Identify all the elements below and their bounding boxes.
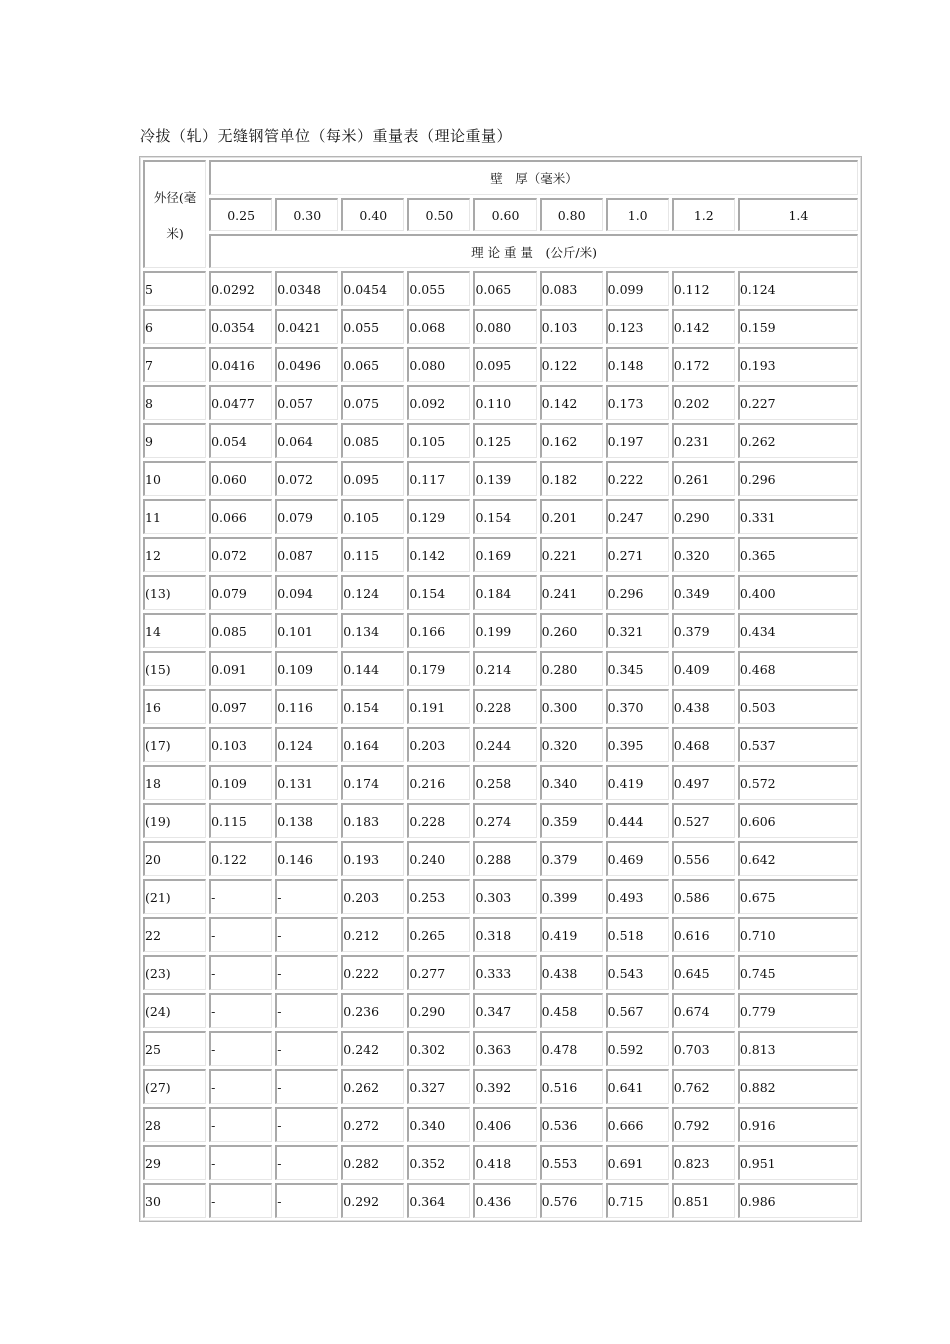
weight-cell: 0.203 [407, 727, 470, 762]
weight-cell: 0.253 [407, 879, 470, 914]
weight-cell: 0.951 [738, 1145, 858, 1180]
weight-cell: 0.139 [473, 461, 536, 496]
weight-cell: 0.572 [738, 765, 858, 800]
weight-cell: 0.172 [672, 347, 735, 382]
outer-diameter-cell: (23) [143, 955, 206, 990]
outer-diameter-header [143, 160, 206, 268]
weight-cell: - [275, 1145, 338, 1180]
weight-cell: 0.327 [407, 1069, 470, 1104]
thickness-cell: 1.0 [606, 198, 669, 231]
weight-cell: 0.916 [738, 1107, 858, 1142]
weight-cell: 0.122 [209, 841, 272, 876]
outer-diameter-cell: 30 [143, 1183, 206, 1218]
weight-cell: 0.642 [738, 841, 858, 876]
weight-cell: 0.138 [275, 803, 338, 838]
weight-cell: 0.166 [407, 613, 470, 648]
table-row [143, 613, 858, 648]
weight-cell: 0.458 [540, 993, 603, 1028]
weight-cell: 0.0477 [209, 385, 272, 420]
weight-cell: 0.379 [672, 613, 735, 648]
weight-cell: 0.0496 [275, 347, 338, 382]
weight-cell: 0.347 [473, 993, 536, 1028]
weight-cell: 0.193 [738, 347, 858, 382]
weight-cell: 0.823 [672, 1145, 735, 1180]
table-row [143, 689, 858, 724]
table-row [143, 499, 858, 534]
weight-cell: 0.419 [606, 765, 669, 800]
weight-cell: 0.882 [738, 1069, 858, 1104]
weight-cell: - [275, 1031, 338, 1066]
weight-cell: 0.123 [606, 309, 669, 344]
weight-cell: 0.292 [341, 1183, 404, 1218]
weight-cell: 0.363 [473, 1031, 536, 1066]
table-row [143, 841, 858, 876]
weight-cell: 0.222 [606, 461, 669, 496]
weight-cell: 0.715 [606, 1183, 669, 1218]
weight-cell: 0.244 [473, 727, 536, 762]
weight-cell: 0.065 [341, 347, 404, 382]
weight-cell: 0.105 [341, 499, 404, 534]
weight-cell: 0.444 [606, 803, 669, 838]
weight-cell: 0.142 [540, 385, 603, 420]
thickness-values-row [143, 198, 858, 231]
weight-cell: 0.101 [275, 613, 338, 648]
weight-cell: 0.212 [341, 917, 404, 952]
weight-cell: 0.095 [341, 461, 404, 496]
weight-cell: 0.536 [540, 1107, 603, 1142]
weight-cell: 0.745 [738, 955, 858, 990]
weight-cell: 0.379 [540, 841, 603, 876]
table-row [143, 537, 858, 572]
weight-cell: 0.274 [473, 803, 536, 838]
outer-diameter-cell: 18 [143, 765, 206, 800]
weight-cell: 0.333 [473, 955, 536, 990]
weight-cell: - [209, 1031, 272, 1066]
table-row [143, 765, 858, 800]
weight-cell: 0.131 [275, 765, 338, 800]
weight-cell: 0.399 [540, 879, 603, 914]
outer-diameter-cell: (13) [143, 575, 206, 610]
weight-cell: 0.080 [407, 347, 470, 382]
weight-cell: 0.116 [275, 689, 338, 724]
table-row [143, 461, 858, 496]
weight-cell: 0.419 [540, 917, 603, 952]
weight-cell: 0.616 [672, 917, 735, 952]
weight-cell: 0.064 [275, 423, 338, 458]
weight-cell: 0.103 [209, 727, 272, 762]
table-row [143, 309, 858, 344]
weight-cell: 0.109 [209, 765, 272, 800]
weight-cell: 0.320 [540, 727, 603, 762]
weight-cell: 0.109 [275, 651, 338, 686]
table-row [143, 1069, 858, 1104]
weight-cell: - [209, 1107, 272, 1142]
weight-cell: 0.260 [540, 613, 603, 648]
weight-cell: 0.228 [407, 803, 470, 838]
weight-cell: 0.083 [540, 271, 603, 306]
weight-cell: 0.497 [672, 765, 735, 800]
weight-cell: 0.164 [341, 727, 404, 762]
table-row [143, 347, 858, 382]
outer-diameter-cell: 7 [143, 347, 206, 382]
outer-diameter-cell: 12 [143, 537, 206, 572]
weight-cell: 0.124 [738, 271, 858, 306]
weight-cell: 0.296 [606, 575, 669, 610]
weight-cell: 0.469 [606, 841, 669, 876]
weight-cell: 0.359 [540, 803, 603, 838]
outer-diameter-cell: 9 [143, 423, 206, 458]
weight-cell: 0.503 [738, 689, 858, 724]
weight-cell: 0.055 [341, 309, 404, 344]
weight-cell: 0.418 [473, 1145, 536, 1180]
outer-diameter-cell: 10 [143, 461, 206, 496]
table-row [143, 955, 858, 990]
weight-cell: 0.813 [738, 1031, 858, 1066]
weight-cell: 0.154 [341, 689, 404, 724]
weight-cell: - [275, 993, 338, 1028]
weight-cell: 0.092 [407, 385, 470, 420]
weight-cell: 0.543 [606, 955, 669, 990]
weight-cell: 0.986 [738, 1183, 858, 1218]
weight-cell: 0.262 [341, 1069, 404, 1104]
thickness-cell: 1.2 [672, 198, 735, 231]
weight-cell: - [275, 1069, 338, 1104]
weight-cell: 0.277 [407, 955, 470, 990]
weight-cell: 0.115 [341, 537, 404, 572]
outer-diameter-cell: 25 [143, 1031, 206, 1066]
weight-cell: - [209, 1145, 272, 1180]
weight-cell: 0.710 [738, 917, 858, 952]
weight-cell: 0.400 [738, 575, 858, 610]
weight-cell: 0.216 [407, 765, 470, 800]
outer-diameter-cell: 5 [143, 271, 206, 306]
wall-thickness-header: 壁 厚（毫米） [209, 160, 858, 195]
outer-diameter-cell: 6 [143, 309, 206, 344]
table-row [143, 727, 858, 762]
weight-cell: 0.115 [209, 803, 272, 838]
outer-diameter-cell: (27) [143, 1069, 206, 1104]
weight-cell: 0.072 [209, 537, 272, 572]
od-header-line2: 米) [166, 225, 184, 241]
weight-cell: 0.258 [473, 765, 536, 800]
od-header-line1: 外径(毫 [153, 189, 197, 205]
weight-cell: 0.553 [540, 1145, 603, 1180]
weight-cell: - [209, 917, 272, 952]
weight-cell: 0.288 [473, 841, 536, 876]
thickness-cell: 0.25 [209, 198, 272, 231]
weight-cell: 0.436 [473, 1183, 536, 1218]
weight-cell: 0.290 [407, 993, 470, 1028]
weight-cell: 0.075 [341, 385, 404, 420]
weight-cell: 0.202 [672, 385, 735, 420]
weight-cell: - [275, 955, 338, 990]
weight-cell: - [209, 879, 272, 914]
weight-cell: 0.173 [606, 385, 669, 420]
weight-cell: 0.144 [341, 651, 404, 686]
outer-diameter-cell: 14 [143, 613, 206, 648]
weight-cell: 0.117 [407, 461, 470, 496]
table-row [143, 271, 858, 306]
weight-cell: 0.085 [341, 423, 404, 458]
weight-cell: 0.240 [407, 841, 470, 876]
weight-cell: 0.122 [540, 347, 603, 382]
weight-cell: 0.236 [341, 993, 404, 1028]
weight-cell: 0.779 [738, 993, 858, 1028]
weight-cell: 0.493 [606, 879, 669, 914]
weight-cell: 0.370 [606, 689, 669, 724]
weight-cell: 0.142 [407, 537, 470, 572]
weight-cell: 0.159 [738, 309, 858, 344]
weight-cell: 0.125 [473, 423, 536, 458]
outer-diameter-cell: (19) [143, 803, 206, 838]
weight-cell: 0.241 [540, 575, 603, 610]
weight-cell: 0.321 [606, 613, 669, 648]
weight-cell: 0.214 [473, 651, 536, 686]
weight-cell: 0.148 [606, 347, 669, 382]
table-row [143, 1031, 858, 1066]
weight-cell: 0.592 [606, 1031, 669, 1066]
weight-cell: - [209, 993, 272, 1028]
weight-cell: 0.318 [473, 917, 536, 952]
table-row [143, 385, 858, 420]
weight-cell: 0.556 [672, 841, 735, 876]
weight-cell: 0.345 [606, 651, 669, 686]
weight-cell: 0.184 [473, 575, 536, 610]
table-row [143, 917, 858, 952]
weight-cell: 0.272 [341, 1107, 404, 1142]
weight-cell: 0.0348 [275, 271, 338, 306]
weight-cell: 0.087 [275, 537, 338, 572]
weight-cell: 0.340 [540, 765, 603, 800]
thickness-cell: 0.60 [473, 198, 536, 231]
weight-cell: 0.199 [473, 613, 536, 648]
weight-cell: 0.112 [672, 271, 735, 306]
weight-cell: 0.094 [275, 575, 338, 610]
weight-cell: 0.221 [540, 537, 603, 572]
weight-cell: 0.0454 [341, 271, 404, 306]
outer-diameter-cell: 29 [143, 1145, 206, 1180]
weight-cell: 0.265 [407, 917, 470, 952]
weight-cell: 0.129 [407, 499, 470, 534]
weight-cell: 0.054 [209, 423, 272, 458]
table-row [143, 1107, 858, 1142]
weight-cell: 0.091 [209, 651, 272, 686]
weight-cell: 0.203 [341, 879, 404, 914]
weight-cell: 0.0354 [209, 309, 272, 344]
weight-cell: 0.468 [672, 727, 735, 762]
weight-cell: 0.331 [738, 499, 858, 534]
weight-cell: 0.851 [672, 1183, 735, 1218]
weight-cell: 0.567 [606, 993, 669, 1028]
theoretical-weight-header: 理 论 重 量 (公斤/米) [209, 234, 858, 268]
weight-cell: 0.197 [606, 423, 669, 458]
weight-cell: 0.146 [275, 841, 338, 876]
weight-cell: 0.527 [672, 803, 735, 838]
weight-cell: 0.110 [473, 385, 536, 420]
weight-cell: 0.300 [540, 689, 603, 724]
weight-cell: 0.068 [407, 309, 470, 344]
weight-cell: 0.674 [672, 993, 735, 1028]
weight-cell: 0.290 [672, 499, 735, 534]
weight-cell: 0.134 [341, 613, 404, 648]
weight-cell: 0.271 [606, 537, 669, 572]
weight-cell: 0.105 [407, 423, 470, 458]
weight-cell: 0.099 [606, 271, 669, 306]
weight-cell: 0.124 [275, 727, 338, 762]
table-row [143, 423, 858, 458]
weight-cell: 0.340 [407, 1107, 470, 1142]
weight-cell: 0.792 [672, 1107, 735, 1142]
weight-cell: 0.154 [407, 575, 470, 610]
weight-cell: - [209, 1183, 272, 1218]
weight-cell: 0.191 [407, 689, 470, 724]
weight-cell: 0.438 [672, 689, 735, 724]
weight-cell: 0.365 [738, 537, 858, 572]
weight-cell: 0.193 [341, 841, 404, 876]
weight-cell: 0.666 [606, 1107, 669, 1142]
outer-diameter-cell: 20 [143, 841, 206, 876]
weight-cell: 0.057 [275, 385, 338, 420]
weight-cell: 0.303 [473, 879, 536, 914]
weight-cell: 0.065 [473, 271, 536, 306]
outer-diameter-cell: (15) [143, 651, 206, 686]
outer-diameter-cell: (17) [143, 727, 206, 762]
weight-cell: 0.537 [738, 727, 858, 762]
weight-cell: 0.406 [473, 1107, 536, 1142]
weight-cell: 0.262 [738, 423, 858, 458]
weight-cell: 0.349 [672, 575, 735, 610]
weight-cell: 0.154 [473, 499, 536, 534]
weight-cell: 0.296 [738, 461, 858, 496]
weight-cell: 0.247 [606, 499, 669, 534]
weight-cell: - [209, 1069, 272, 1104]
thickness-cell: 0.80 [540, 198, 603, 231]
weight-cell: 0.228 [473, 689, 536, 724]
thickness-cell: 0.50 [407, 198, 470, 231]
weight-cell: 0.675 [738, 879, 858, 914]
weight-cell: 0.095 [473, 347, 536, 382]
weight-cell: - [275, 1107, 338, 1142]
outer-diameter-cell: (24) [143, 993, 206, 1028]
weight-cell: 0.183 [341, 803, 404, 838]
weight-cell: 0.124 [341, 575, 404, 610]
weight-cell: 0.261 [672, 461, 735, 496]
weight-cell: 0.434 [738, 613, 858, 648]
outer-diameter-cell: 22 [143, 917, 206, 952]
weight-cell: - [275, 917, 338, 952]
weight-cell: 0.691 [606, 1145, 669, 1180]
weight-cell: 0.079 [209, 575, 272, 610]
table-row [143, 993, 858, 1028]
weight-cell: 0.320 [672, 537, 735, 572]
outer-diameter-cell: (21) [143, 879, 206, 914]
table-row [143, 879, 858, 914]
document-title: 冷拔（轧）无缝钢管单位（每米）重量表（理论重量） [140, 127, 513, 145]
weight-cell: 0.516 [540, 1069, 603, 1104]
thickness-cell: 1.4 [738, 198, 858, 231]
weight-cell: - [275, 879, 338, 914]
weight-cell: 0.142 [672, 309, 735, 344]
table-row [143, 651, 858, 686]
outer-diameter-cell: 11 [143, 499, 206, 534]
weight-cell: 0.392 [473, 1069, 536, 1104]
weight-cell: 0.242 [341, 1031, 404, 1066]
table-row [143, 1145, 858, 1180]
weight-cell: - [275, 1183, 338, 1218]
weight-cell: 0.352 [407, 1145, 470, 1180]
weight-cell: 0.080 [473, 309, 536, 344]
weight-cell: 0.280 [540, 651, 603, 686]
outer-diameter-cell: 16 [143, 689, 206, 724]
weight-cell: 0.174 [341, 765, 404, 800]
weight-cell: 0.066 [209, 499, 272, 534]
outer-diameter-cell: 8 [143, 385, 206, 420]
thickness-cell: 0.40 [341, 198, 404, 231]
weight-cell: 0.0421 [275, 309, 338, 344]
weight-cell: 0.762 [672, 1069, 735, 1104]
weight-cell: 0.409 [672, 651, 735, 686]
weight-cell: 0.179 [407, 651, 470, 686]
weight-cell: 0.227 [738, 385, 858, 420]
weight-cell: 0.586 [672, 879, 735, 914]
weight-cell: 0.079 [275, 499, 338, 534]
thickness-cell: 0.30 [275, 198, 338, 231]
weight-cell: 0.162 [540, 423, 603, 458]
weight-cell: 0.302 [407, 1031, 470, 1066]
weight-cell: 0.222 [341, 955, 404, 990]
weight-cell: 0.606 [738, 803, 858, 838]
weight-cell: 0.364 [407, 1183, 470, 1218]
weight-cell: 0.097 [209, 689, 272, 724]
weight-cell: 0.468 [738, 651, 858, 686]
table-row [143, 1183, 858, 1218]
weight-cell: 0.0292 [209, 271, 272, 306]
weight-cell: 0.072 [275, 461, 338, 496]
weight-cell: 0.085 [209, 613, 272, 648]
weight-cell: 0.641 [606, 1069, 669, 1104]
weight-cell: 0.645 [672, 955, 735, 990]
table-row [143, 575, 858, 610]
weight-cell: 0.182 [540, 461, 603, 496]
weight-cell: 0.201 [540, 499, 603, 534]
weight-cell: 0.055 [407, 271, 470, 306]
outer-diameter-cell: 28 [143, 1107, 206, 1142]
weight-cell: 0.169 [473, 537, 536, 572]
weight-cell: 0.231 [672, 423, 735, 458]
weight-cell: 0.576 [540, 1183, 603, 1218]
weight-cell: 0.282 [341, 1145, 404, 1180]
weight-cell: 0.703 [672, 1031, 735, 1066]
weight-cell: 0.395 [606, 727, 669, 762]
weight-cell: 0.518 [606, 917, 669, 952]
weight-cell: 0.060 [209, 461, 272, 496]
table-row [143, 803, 858, 838]
weight-cell: - [209, 955, 272, 990]
weight-cell: 0.103 [540, 309, 603, 344]
weight-table [139, 156, 862, 1222]
weight-cell: 0.0416 [209, 347, 272, 382]
weight-cell: 0.438 [540, 955, 603, 990]
weight-cell: 0.478 [540, 1031, 603, 1066]
